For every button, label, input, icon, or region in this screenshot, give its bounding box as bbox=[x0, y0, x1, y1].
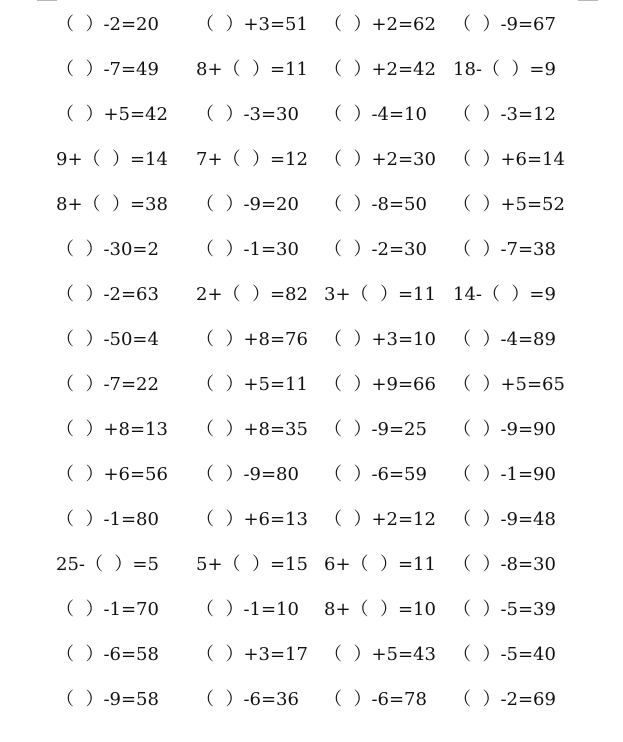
equation-problem: （ ）-7=22 bbox=[56, 374, 159, 395]
equation-problem: （ ）-6=59 bbox=[324, 464, 427, 485]
equation-problem: 8+（ ）=38 bbox=[56, 194, 168, 215]
worksheet-row bbox=[0, 454, 623, 499]
equation-problem: （ ）-1=90 bbox=[453, 464, 556, 485]
equation-problem: （ ）-9=58 bbox=[56, 689, 159, 710]
worksheet-row bbox=[0, 4, 623, 49]
equation-problem: （ ）+5=11 bbox=[196, 374, 308, 395]
worksheet-row bbox=[0, 679, 623, 724]
equation-problem: （ ）-2=20 bbox=[56, 14, 159, 35]
equation-problem: （ ）-9=20 bbox=[196, 194, 299, 215]
equation-problem: 3+（ ）=11 bbox=[324, 284, 436, 305]
equation-problem: （ ）+3=10 bbox=[324, 329, 436, 350]
equation-problem: （ ）+5=65 bbox=[453, 374, 565, 395]
equation-problem: （ ）-9=80 bbox=[196, 464, 299, 485]
equation-problem: （ ）-30=2 bbox=[56, 239, 159, 260]
equation-problem: （ ）-9=25 bbox=[324, 419, 427, 440]
worksheet-row bbox=[0, 364, 623, 409]
equation-problem: （ ）-6=58 bbox=[56, 644, 159, 665]
equation-problem: （ ）+8=13 bbox=[56, 419, 168, 440]
equation-problem: （ ）+3=51 bbox=[196, 14, 308, 35]
equation-problem: （ ）-50=4 bbox=[56, 329, 159, 350]
equation-problem: 14-（ ）=9 bbox=[453, 284, 556, 305]
equation-problem: （ ）-6=78 bbox=[324, 689, 427, 710]
equation-problem: 5+（ ）=15 bbox=[196, 554, 308, 575]
equation-problem: （ ）-9=90 bbox=[453, 419, 556, 440]
worksheet-row bbox=[0, 409, 623, 454]
worksheet-row bbox=[0, 139, 623, 184]
worksheet-row bbox=[0, 499, 623, 544]
equation-problem: 18-（ ）=9 bbox=[453, 59, 556, 80]
equation-problem: （ ）-2=30 bbox=[324, 239, 427, 260]
equation-problem: 9+（ ）=14 bbox=[56, 149, 168, 170]
equation-problem: （ ）-1=80 bbox=[56, 509, 159, 530]
equation-problem: （ ）+3=17 bbox=[196, 644, 308, 665]
worksheet-grid bbox=[0, 4, 623, 724]
equation-problem: 6+（ ）=11 bbox=[324, 554, 436, 575]
equation-problem: 7+（ ）=12 bbox=[196, 149, 308, 170]
worksheet-row bbox=[0, 319, 623, 364]
equation-problem: （ ）+8=76 bbox=[196, 329, 308, 350]
equation-problem: （ ）-7=38 bbox=[453, 239, 556, 260]
equation-problem: （ ）-1=30 bbox=[196, 239, 299, 260]
equation-problem: （ ）-8=50 bbox=[324, 194, 427, 215]
equation-problem: （ ）-1=10 bbox=[196, 599, 299, 620]
worksheet-row bbox=[0, 94, 623, 139]
worksheet-row bbox=[0, 274, 623, 319]
equation-problem: （ ）-4=89 bbox=[453, 329, 556, 350]
equation-problem: （ ）-5=40 bbox=[453, 644, 556, 665]
equation-problem: （ ）+2=30 bbox=[324, 149, 436, 170]
equation-problem: （ ）-3=12 bbox=[453, 104, 556, 125]
equation-problem: （ ）+6=56 bbox=[56, 464, 168, 485]
worksheet-row bbox=[0, 544, 623, 589]
worksheet-row bbox=[0, 184, 623, 229]
equation-problem: （ ）-3=30 bbox=[196, 104, 299, 125]
worksheet-row bbox=[0, 634, 623, 679]
equation-problem: （ ）+6=13 bbox=[196, 509, 308, 530]
equation-problem: （ ）+5=43 bbox=[324, 644, 436, 665]
equation-problem: （ ）+9=66 bbox=[324, 374, 436, 395]
equation-problem: （ ）+6=14 bbox=[453, 149, 565, 170]
equation-problem: （ ）-8=30 bbox=[453, 554, 556, 575]
equation-problem: （ ）-9=48 bbox=[453, 509, 556, 530]
page-corner-mark-right bbox=[578, 0, 598, 1]
equation-problem: （ ）+8=35 bbox=[196, 419, 308, 440]
page-corner-mark-left bbox=[37, 0, 57, 1]
equation-problem: （ ）-1=70 bbox=[56, 599, 159, 620]
equation-problem: （ ）-4=10 bbox=[324, 104, 427, 125]
worksheet-row bbox=[0, 589, 623, 634]
worksheet-row bbox=[0, 49, 623, 94]
equation-problem: （ ）+2=42 bbox=[324, 59, 436, 80]
equation-problem: （ ）-7=49 bbox=[56, 59, 159, 80]
equation-problem: 25-（ ）=5 bbox=[56, 554, 159, 575]
equation-problem: （ ）-2=63 bbox=[56, 284, 159, 305]
equation-problem: （ ）+2=12 bbox=[324, 509, 436, 530]
worksheet-row bbox=[0, 229, 623, 274]
equation-problem: （ ）+5=42 bbox=[56, 104, 168, 125]
equation-problem: （ ）-5=39 bbox=[453, 599, 556, 620]
equation-problem: （ ）+5=52 bbox=[453, 194, 565, 215]
equation-problem: （ ）+2=62 bbox=[324, 14, 436, 35]
equation-problem: 2+（ ）=82 bbox=[196, 284, 308, 305]
equation-problem: （ ）-6=36 bbox=[196, 689, 299, 710]
equation-problem: （ ）-2=69 bbox=[453, 689, 556, 710]
equation-problem: 8+（ ）=11 bbox=[196, 59, 308, 80]
equation-problem: （ ）-9=67 bbox=[453, 14, 556, 35]
equation-problem: 8+（ ）=10 bbox=[324, 599, 436, 620]
